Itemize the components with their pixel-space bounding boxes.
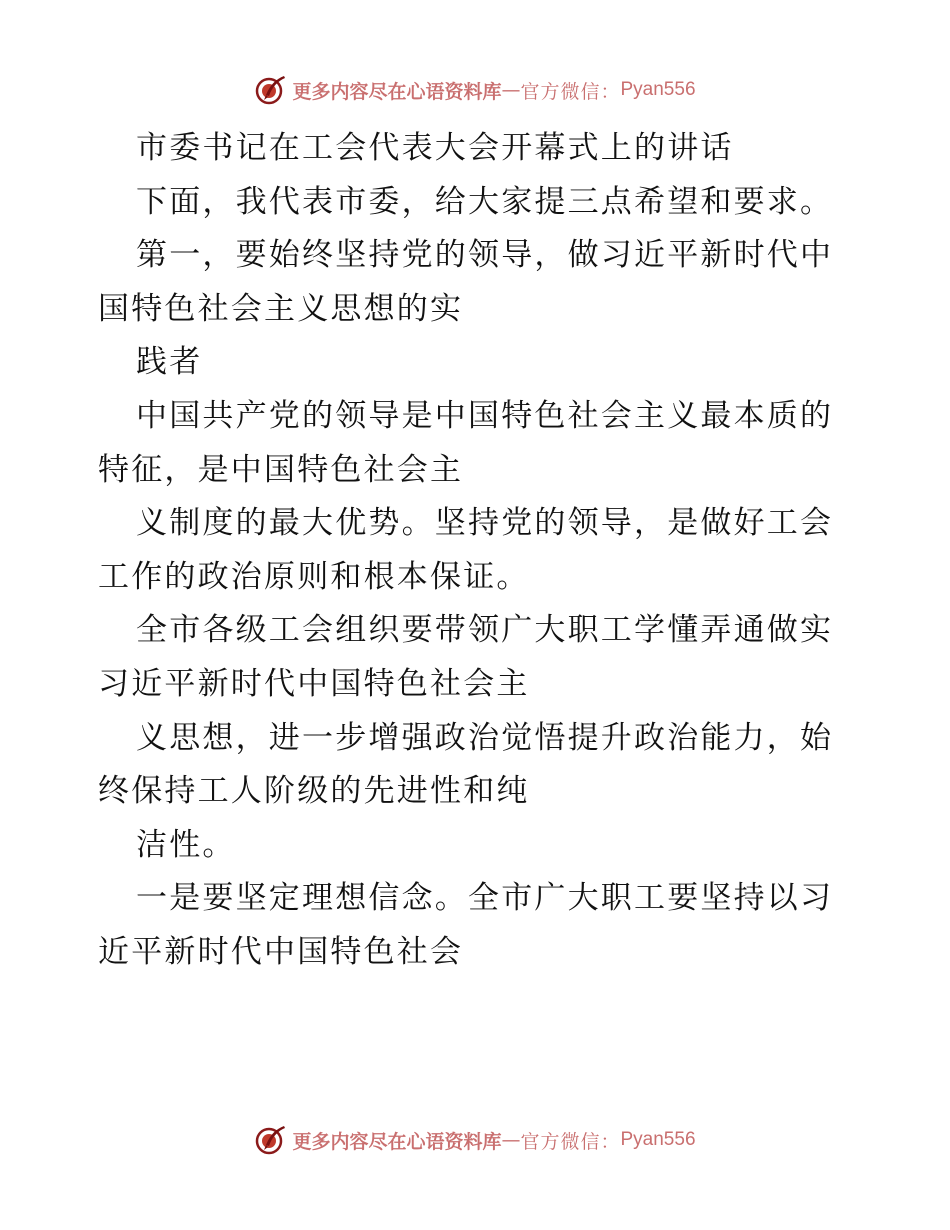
- paragraph-line: 践者: [136, 344, 203, 381]
- paragraph-line: 中国共产党的领导是中国特色社会主义最本质的: [136, 397, 834, 434]
- paragraph-line: 终保持工人阶级的先进性和纯: [98, 773, 530, 810]
- paragraph-line: 工作的政治原则和根本保证。: [98, 558, 530, 595]
- quill-logo-icon: [254, 1123, 288, 1157]
- document-body: [98, 122, 858, 980]
- banner-wechat-label: 官方微信：: [520, 1130, 621, 1153]
- paragraph-line: 近平新时代中国特色社会: [98, 933, 464, 970]
- banner-wechat-label: 官方微信：: [520, 80, 621, 103]
- paragraph-line: 义思想，进一步增强政治觉悟提升政治能力，始: [136, 719, 834, 756]
- quill-logo-icon: [254, 73, 288, 107]
- banner-dash: —: [501, 79, 521, 101]
- paragraph-line: 习近平新时代中国特色社会主: [98, 665, 530, 702]
- paragraph-line: 洁性。: [136, 826, 236, 863]
- banner-main-text: 更多内容尽在心语资料库: [292, 1130, 502, 1153]
- paragraph-line: 义制度的最大优势。坚持党的领导，是做好工会: [136, 505, 834, 542]
- paragraph-line: 第一，要始终坚持党的领导，做习近平新时代中: [136, 237, 834, 274]
- banner-wechat-id: Pyan556: [620, 79, 696, 100]
- paragraph-line: 国特色社会主义思想的实: [98, 290, 464, 327]
- document-title: 市委书记在工会代表大会开幕式上的讲话: [136, 130, 734, 166]
- footer-banner: [0, 1120, 950, 1160]
- banner-dash: —: [501, 1129, 521, 1151]
- paragraph-line: 全市各级工会组织要带领广大职工学懂弄通做实: [136, 612, 834, 649]
- header-banner: [0, 70, 950, 110]
- paragraph-line: 下面，我代表市委，给大家提三点希望和要求。: [136, 183, 834, 220]
- banner-wechat-id: Pyan556: [620, 1129, 696, 1150]
- banner-main-text: 更多内容尽在心语资料库: [292, 80, 502, 103]
- paragraph-line: 一是要坚定理想信念。全市广大职工要坚持以习: [136, 880, 834, 917]
- paragraph-line: 特征，是中国特色社会主: [98, 451, 464, 488]
